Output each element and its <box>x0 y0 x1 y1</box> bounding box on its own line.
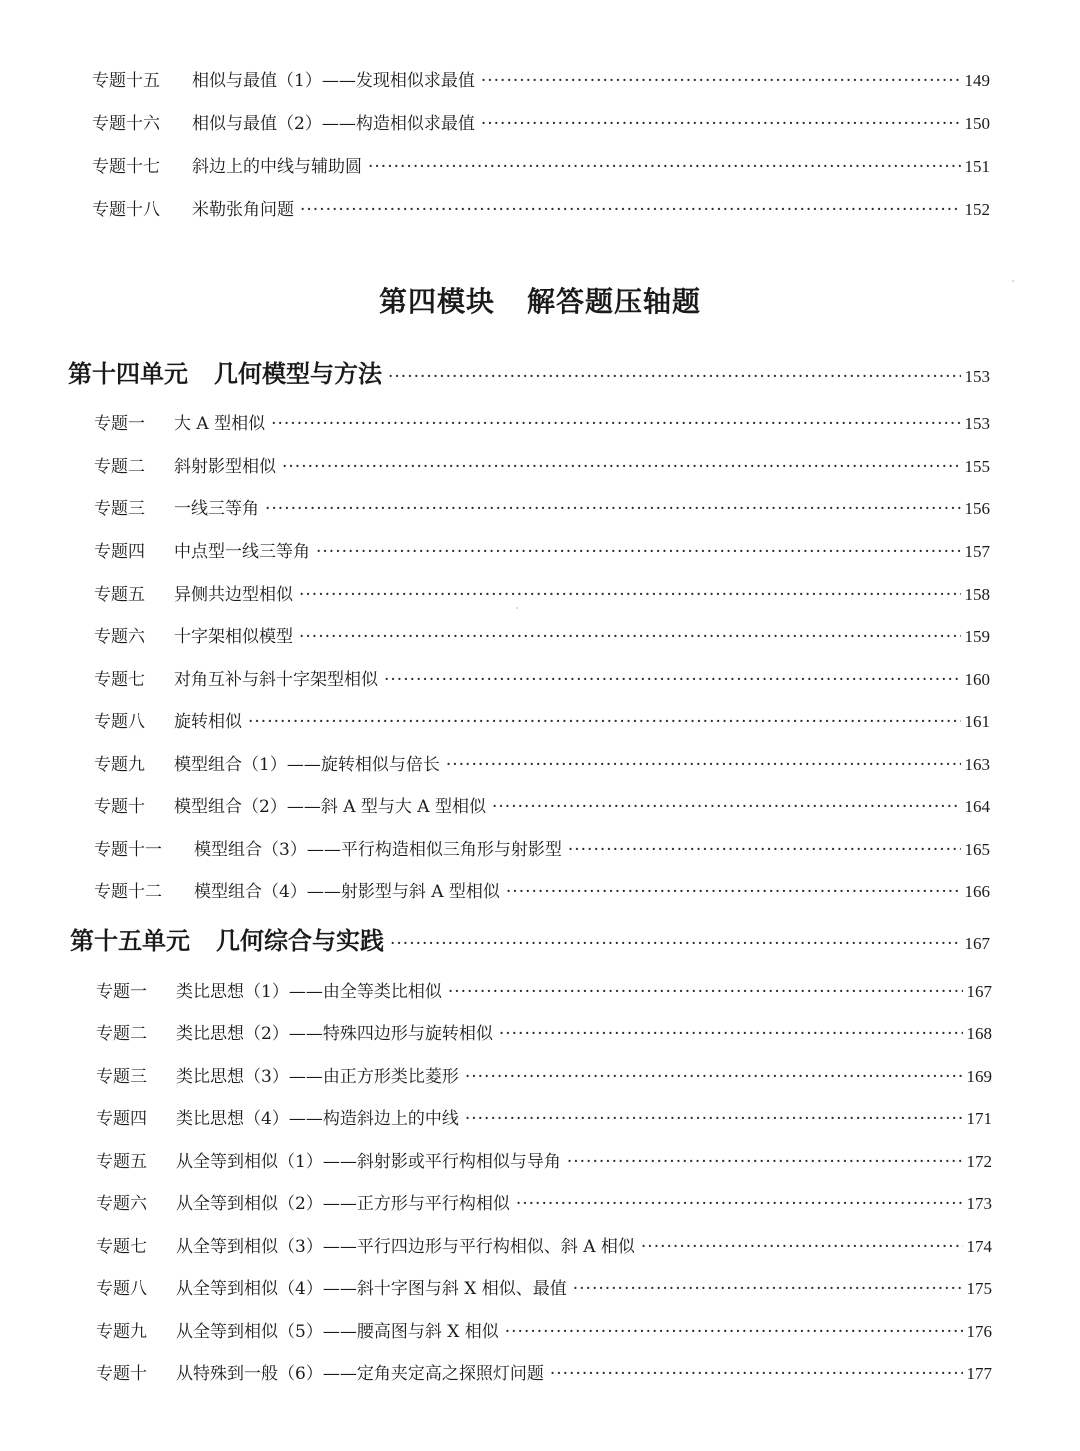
topic-title: 模型组合（1）——旋转相似与倍长 <box>174 755 440 775</box>
topic-label: 专题三 <box>94 499 145 519</box>
topic-title: 中点型一线三等角 <box>174 542 310 562</box>
toc-entry[interactable] <box>94 537 990 563</box>
toc-entry[interactable] <box>96 1274 992 1300</box>
topic-label: 专题十八 <box>92 200 160 220</box>
dot-leader <box>300 200 961 220</box>
dot-leader <box>299 585 961 605</box>
topic-label: 专题七 <box>96 1237 147 1257</box>
module-name: 解答题压轴题 <box>527 285 702 318</box>
topic-label: 专题一 <box>94 414 145 434</box>
toc-entry[interactable] <box>96 1062 992 1088</box>
module-part: 第四模块 <box>378 285 495 318</box>
topic-label: 专题五 <box>96 1152 147 1172</box>
dot-leader <box>505 1322 963 1342</box>
topic-title: 相似与最值（2）——构造相似求最值 <box>192 114 475 134</box>
toc-entry[interactable] <box>92 152 990 178</box>
topic-label: 专题十 <box>94 797 145 817</box>
topic-title: 模型组合（2）——斜 A 型与大 A 型相似 <box>174 797 486 817</box>
topic-title: 从全等到相似（4）——斜十字图与斜 X 相似、最值 <box>176 1279 567 1299</box>
dot-leader <box>299 627 961 647</box>
topic-label: 专题十七 <box>92 157 160 177</box>
dot-leader <box>568 840 961 860</box>
scan-speck <box>1012 280 1014 282</box>
topic-title: 类比思想（4）——构造斜边上的中线 <box>176 1109 459 1129</box>
dot-leader <box>271 414 960 434</box>
dot-leader <box>265 499 961 519</box>
toc-entry[interactable] <box>94 452 990 478</box>
dot-leader <box>390 934 961 954</box>
unit-label: 第十五单元 <box>70 926 190 955</box>
topic-title: 从特殊到一般（6）——定角夹定高之探照灯问题 <box>176 1364 544 1384</box>
topic-title: 对角互补与斜十字架型相似 <box>174 670 378 690</box>
page-number: 168 <box>966 1024 992 1043</box>
dot-leader <box>641 1237 963 1257</box>
page-number: 149 <box>964 71 990 90</box>
topic-label: 专题十五 <box>92 71 160 91</box>
dot-leader <box>516 1194 963 1214</box>
toc-entry[interactable] <box>96 1147 992 1173</box>
page-number: 157 <box>964 542 990 561</box>
scan-speck <box>516 607 518 609</box>
topic-title: 斜边上的中线与辅助圆 <box>192 157 362 177</box>
topic-title: 从全等到相似（3）——平行四边形与平行构相似、斜 A 相似 <box>176 1237 635 1257</box>
page-number: 164 <box>964 797 990 816</box>
topic-label: 专题十六 <box>92 114 160 134</box>
toc-entry[interactable] <box>94 835 990 861</box>
toc-entry[interactable] <box>96 1359 992 1385</box>
topic-label: 专题九 <box>96 1322 147 1342</box>
dot-leader <box>368 157 961 177</box>
dot-leader <box>465 1109 963 1129</box>
page-number: 151 <box>964 157 990 176</box>
topic-label: 专题六 <box>94 627 145 647</box>
topic-title: 从全等到相似（2）——正方形与平行构相似 <box>176 1194 510 1214</box>
page-number: 165 <box>964 840 990 859</box>
dot-leader <box>316 542 961 562</box>
topic-title: 类比思想（1）——由全等类比相似 <box>176 982 442 1002</box>
toc-entry[interactable] <box>94 665 990 691</box>
toc-entry[interactable] <box>94 707 990 733</box>
toc-entry[interactable] <box>96 977 992 1003</box>
toc-entry[interactable] <box>94 409 990 435</box>
topic-label: 专题八 <box>94 712 145 732</box>
topic-title: 相似与最值（1）——发现相似求最值 <box>192 71 475 91</box>
unit-title: 几何模型与方法 <box>214 359 382 388</box>
toc-entry[interactable] <box>94 792 990 818</box>
page-number: 150 <box>964 114 990 133</box>
page-number: 169 <box>966 1067 992 1086</box>
dot-leader <box>573 1279 963 1299</box>
dot-leader <box>481 71 961 91</box>
unit-label: 第十四单元 <box>68 359 188 388</box>
topic-label: 专题十一 <box>94 840 162 860</box>
page-number: 153 <box>964 414 990 433</box>
toc-entry[interactable] <box>94 622 990 648</box>
page-number: 176 <box>966 1322 992 1341</box>
topic-title: 类比思想（2）——特殊四边形与旋转相似 <box>176 1024 493 1044</box>
toc-entry[interactable] <box>92 109 990 135</box>
topic-label: 专题七 <box>94 670 145 690</box>
topic-label: 专题四 <box>94 542 145 562</box>
page-number: 161 <box>964 712 990 731</box>
page-number: 153 <box>964 367 990 386</box>
page-number: 152 <box>964 200 990 219</box>
topic-title: 类比思想（3）——由正方形类比菱形 <box>176 1067 459 1087</box>
dot-leader <box>499 1024 963 1044</box>
page-number: 166 <box>964 882 990 901</box>
page-number: 167 <box>964 934 990 953</box>
topic-label: 专题四 <box>96 1109 147 1129</box>
dot-leader <box>550 1364 963 1384</box>
toc-entry[interactable] <box>92 195 990 221</box>
topic-label: 专题二 <box>94 457 145 477</box>
topic-label: 专题六 <box>96 1194 147 1214</box>
page-number: 175 <box>966 1279 992 1298</box>
topic-title: 一线三等角 <box>174 499 259 519</box>
topic-label: 专题三 <box>96 1067 147 1087</box>
topic-title: 异侧共边型相似 <box>174 585 293 605</box>
page-number: 167 <box>966 982 992 1001</box>
topic-label: 专题十 <box>96 1364 147 1384</box>
dot-leader <box>506 882 961 902</box>
topic-title: 模型组合（3）——平行构造相似三角形与射影型 <box>194 840 562 860</box>
topic-label: 专题十二 <box>94 882 162 902</box>
page-number: 172 <box>966 1152 992 1171</box>
dot-leader <box>448 982 963 1002</box>
topic-title: 从全等到相似（5）——腰高图与斜 X 相似 <box>176 1322 499 1342</box>
page-number: 160 <box>964 670 990 689</box>
page-number: 171 <box>966 1109 992 1128</box>
dot-leader <box>492 797 961 817</box>
topic-label: 专题五 <box>94 585 145 605</box>
topic-title: 从全等到相似（1）——斜射影或平行构相似与导角 <box>176 1152 561 1172</box>
dot-leader <box>248 712 961 732</box>
page-number: 177 <box>966 1364 992 1383</box>
unit-title: 几何综合与实践 <box>216 926 384 955</box>
topic-label: 专题一 <box>96 982 147 1002</box>
page-number: 173 <box>966 1194 992 1213</box>
dot-leader <box>567 1152 963 1172</box>
toc-entry[interactable] <box>96 1104 992 1130</box>
page-number: 163 <box>964 755 990 774</box>
dot-leader <box>465 1067 963 1087</box>
toc-entry[interactable] <box>96 1019 992 1045</box>
toc-entry[interactable] <box>96 1317 992 1343</box>
dot-leader <box>384 670 961 690</box>
topic-label: 专题二 <box>96 1024 147 1044</box>
toc-entry[interactable] <box>94 494 990 520</box>
toc-entry[interactable] <box>92 66 990 92</box>
page-number: 174 <box>966 1237 992 1256</box>
dot-leader <box>282 457 961 477</box>
page-number: 156 <box>964 499 990 518</box>
unit-heading[interactable] <box>70 921 990 955</box>
toc-entry[interactable] <box>96 1189 992 1215</box>
topic-label: 专题八 <box>96 1279 147 1299</box>
page-number: 158 <box>964 585 990 604</box>
toc-entry[interactable] <box>94 750 990 776</box>
topic-label: 专题九 <box>94 755 145 775</box>
page-number: 155 <box>964 457 990 476</box>
toc-entry[interactable] <box>96 1232 992 1258</box>
dot-leader <box>481 114 961 134</box>
page-number: 159 <box>964 627 990 646</box>
topic-title: 米勒张角问题 <box>192 200 294 220</box>
topic-title: 旋转相似 <box>174 712 242 732</box>
topic-title: 大 A 型相似 <box>174 414 266 434</box>
toc-entry[interactable] <box>94 580 990 606</box>
unit-heading[interactable] <box>68 354 990 388</box>
dot-leader <box>446 755 961 775</box>
topic-title: 十字架相似模型 <box>174 627 293 647</box>
topic-title: 斜射影型相似 <box>174 457 276 477</box>
topic-title: 模型组合（4）——射影型与斜 A 型相似 <box>194 882 500 902</box>
toc-entry[interactable] <box>94 877 990 903</box>
module-title <box>0 280 1080 320</box>
dot-leader <box>388 367 961 387</box>
